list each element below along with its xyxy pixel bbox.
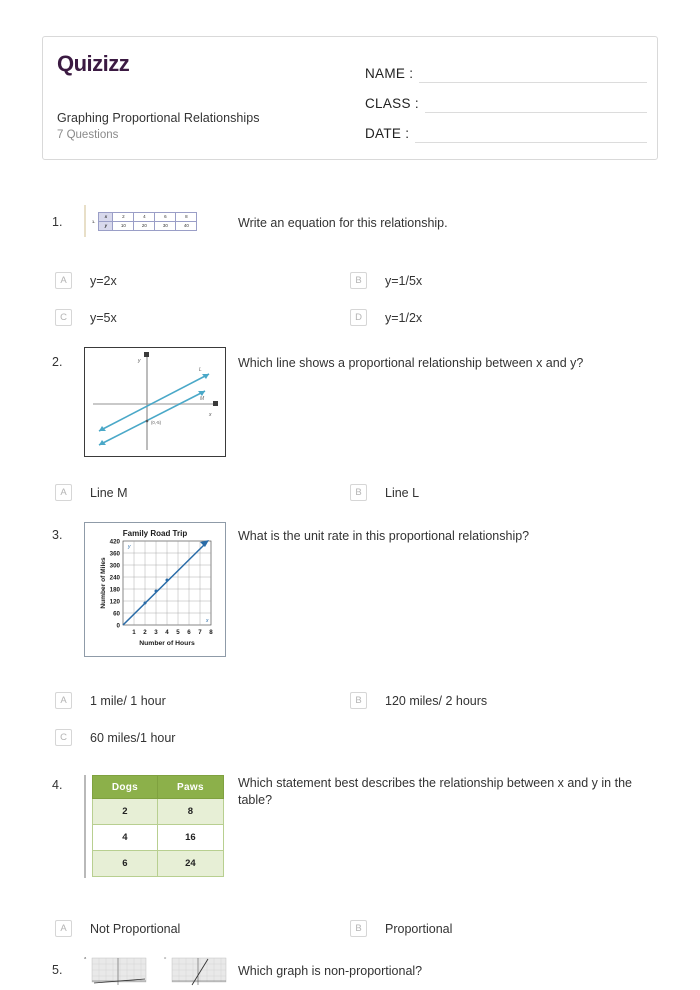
question-1-option-a[interactable]	[55, 272, 117, 289]
svg-text:L: L	[199, 367, 202, 373]
question-5-text: Which graph is non-proportional?	[238, 964, 423, 978]
question-count: 7 Questions	[57, 129, 119, 141]
q5-graph-thumbnails	[84, 955, 230, 989]
svg-text:x: x	[206, 618, 209, 624]
question-4-option-a[interactable]	[55, 920, 180, 937]
question-4-option-b[interactable]	[350, 920, 452, 937]
table-row	[93, 851, 224, 877]
q1-row-label-y: y	[99, 221, 113, 230]
option-text: y=1/2x	[385, 310, 423, 325]
svg-text:360: 360	[109, 550, 120, 558]
cell-dogs: 4	[93, 825, 158, 851]
option-text: Line M	[90, 485, 128, 500]
q1-y-cell: 30	[155, 221, 176, 230]
question-3-option-c[interactable]	[55, 729, 175, 746]
question-4-media	[84, 775, 224, 878]
option-letter: A	[55, 692, 72, 709]
page-title: Graphing Proportional Relationships	[57, 111, 260, 125]
family-road-trip-chart	[84, 522, 226, 657]
q1-x-cell: 8	[176, 212, 197, 221]
svg-text:300: 300	[109, 562, 120, 570]
svg-text:6: 6	[187, 629, 191, 636]
option-text: y=5x	[90, 310, 117, 325]
question-1-option-c[interactable]	[55, 309, 117, 326]
option-letter: D	[350, 309, 367, 326]
option-letter: B	[350, 692, 367, 709]
option-text: 1 mile/ 1 hour	[90, 693, 166, 708]
svg-text:180: 180	[109, 586, 120, 594]
option-letter: A	[55, 484, 72, 501]
option-text: Not Proportional	[90, 921, 181, 936]
table-header-row	[93, 776, 224, 799]
q5-graph-c-label: c	[164, 955, 167, 960]
class-field-row[interactable]	[365, 83, 647, 113]
question-1-option-b[interactable]	[350, 272, 422, 289]
question-2-option-a[interactable]	[55, 484, 128, 501]
date-field-label: DATE :	[365, 126, 410, 141]
option-letter: A	[55, 920, 72, 937]
dogs-paws-table	[92, 775, 224, 877]
question-2-number: 2.	[52, 355, 63, 369]
question-2-media	[84, 347, 226, 457]
q5-graph-a	[84, 955, 150, 989]
question-3-option-b[interactable]	[350, 692, 487, 709]
chart-ylabel: Number of Miles	[100, 557, 107, 609]
svg-text:M: M	[200, 396, 205, 402]
question-5-number: 5.	[52, 963, 63, 977]
svg-text:7: 7	[198, 629, 202, 636]
svg-text:1: 1	[132, 629, 136, 636]
date-field-row[interactable]	[365, 113, 647, 143]
svg-text:2: 2	[143, 629, 147, 636]
option-letter: C	[55, 729, 72, 746]
column-header-paws: Paws	[157, 776, 223, 799]
q2-lines-graph	[84, 347, 226, 457]
q5-graph-c-svg	[168, 955, 230, 989]
q1-table-thumbnail	[84, 205, 224, 237]
q1-y-cell: 40	[176, 221, 197, 230]
student-info-fields	[365, 53, 647, 143]
q5-graph-a-svg	[88, 955, 150, 989]
question-1-media	[84, 205, 224, 237]
dogs-paws-table-thumbnail	[84, 775, 224, 878]
svg-text:3: 3	[154, 629, 158, 636]
question-1-text: Write an equation for this relationship.	[238, 216, 448, 230]
cell-paws: 16	[157, 825, 223, 851]
svg-text:420: 420	[109, 538, 120, 546]
name-field-label: NAME :	[365, 66, 414, 81]
worksheet-header	[42, 36, 658, 160]
cell-paws: 8	[157, 799, 223, 825]
svg-text:(0,-5): (0,-5)	[151, 420, 162, 425]
q2-graph-svg	[85, 348, 225, 456]
question-1-option-d[interactable]	[350, 309, 422, 326]
svg-text:120: 120	[109, 598, 120, 606]
svg-text:x: x	[209, 412, 212, 418]
svg-text:y: y	[138, 358, 141, 364]
question-5-media	[84, 955, 230, 989]
question-2-text: Which line shows a proportional relationship between x and y?	[238, 356, 584, 370]
chart-title: Family Road Trip	[122, 529, 188, 538]
option-letter: A	[55, 272, 72, 289]
option-text: y=1/5x	[385, 273, 423, 288]
date-field-line[interactable]	[415, 142, 647, 143]
name-field-line[interactable]	[419, 82, 647, 83]
q1-x-cell: 4	[134, 212, 155, 221]
question-2-option-b[interactable]	[350, 484, 419, 501]
option-letter: B	[350, 920, 367, 937]
quizizz-logo: Quizizz	[57, 51, 130, 76]
q5-graph-a-label: a	[84, 955, 87, 960]
svg-text:60: 60	[113, 610, 120, 618]
option-text: y=2x	[90, 273, 117, 288]
chart-xlabel: Number of Hours	[139, 640, 195, 647]
option-text: Line L	[385, 485, 420, 500]
svg-text:4: 4	[165, 629, 169, 636]
question-3-number: 3.	[52, 528, 63, 542]
option-text: 120 miles/ 2 hours	[385, 693, 488, 708]
option-text: 60 miles/1 hour	[90, 730, 176, 745]
svg-text:240: 240	[109, 574, 120, 582]
cell-dogs: 2	[93, 799, 158, 825]
question-3-text: What is the unit rate in this proportional relationship?	[238, 529, 530, 543]
q1-x-cell: 2	[113, 212, 134, 221]
option-text: Proportional	[385, 921, 453, 936]
q1-y-cell: 20	[134, 221, 155, 230]
svg-text:y: y	[128, 544, 131, 550]
cell-paws: 24	[157, 851, 223, 877]
svg-text:0: 0	[116, 622, 120, 630]
table-row	[93, 799, 224, 825]
question-4-text: Which statement best describes the relationship between x and y in the table?	[238, 776, 632, 807]
class-field-label: CLASS :	[365, 96, 419, 111]
svg-text:5: 5	[176, 629, 180, 636]
question-3-media	[84, 522, 226, 657]
question-4-number: 4.	[52, 778, 63, 792]
q1-y-cell: 10	[113, 221, 134, 230]
q1-row-label-x: x	[99, 212, 113, 221]
column-header-dogs: Dogs	[93, 776, 158, 799]
table-row	[93, 825, 224, 851]
q1-thumb-index: 1.	[92, 218, 96, 224]
option-letter: B	[350, 484, 367, 501]
q3-chart-svg	[85, 523, 225, 656]
question-1-number: 1.	[52, 215, 63, 229]
q1-mini-table	[98, 212, 197, 231]
svg-text:8: 8	[209, 629, 213, 636]
option-letter: B	[350, 272, 367, 289]
name-field-row[interactable]	[365, 53, 647, 83]
question-3-option-a[interactable]	[55, 692, 166, 709]
option-letter: C	[55, 309, 72, 326]
class-field-line[interactable]	[425, 112, 647, 113]
q1-x-cell: 6	[155, 212, 176, 221]
q5-graph-c	[164, 955, 230, 989]
cell-dogs: 6	[93, 851, 158, 877]
